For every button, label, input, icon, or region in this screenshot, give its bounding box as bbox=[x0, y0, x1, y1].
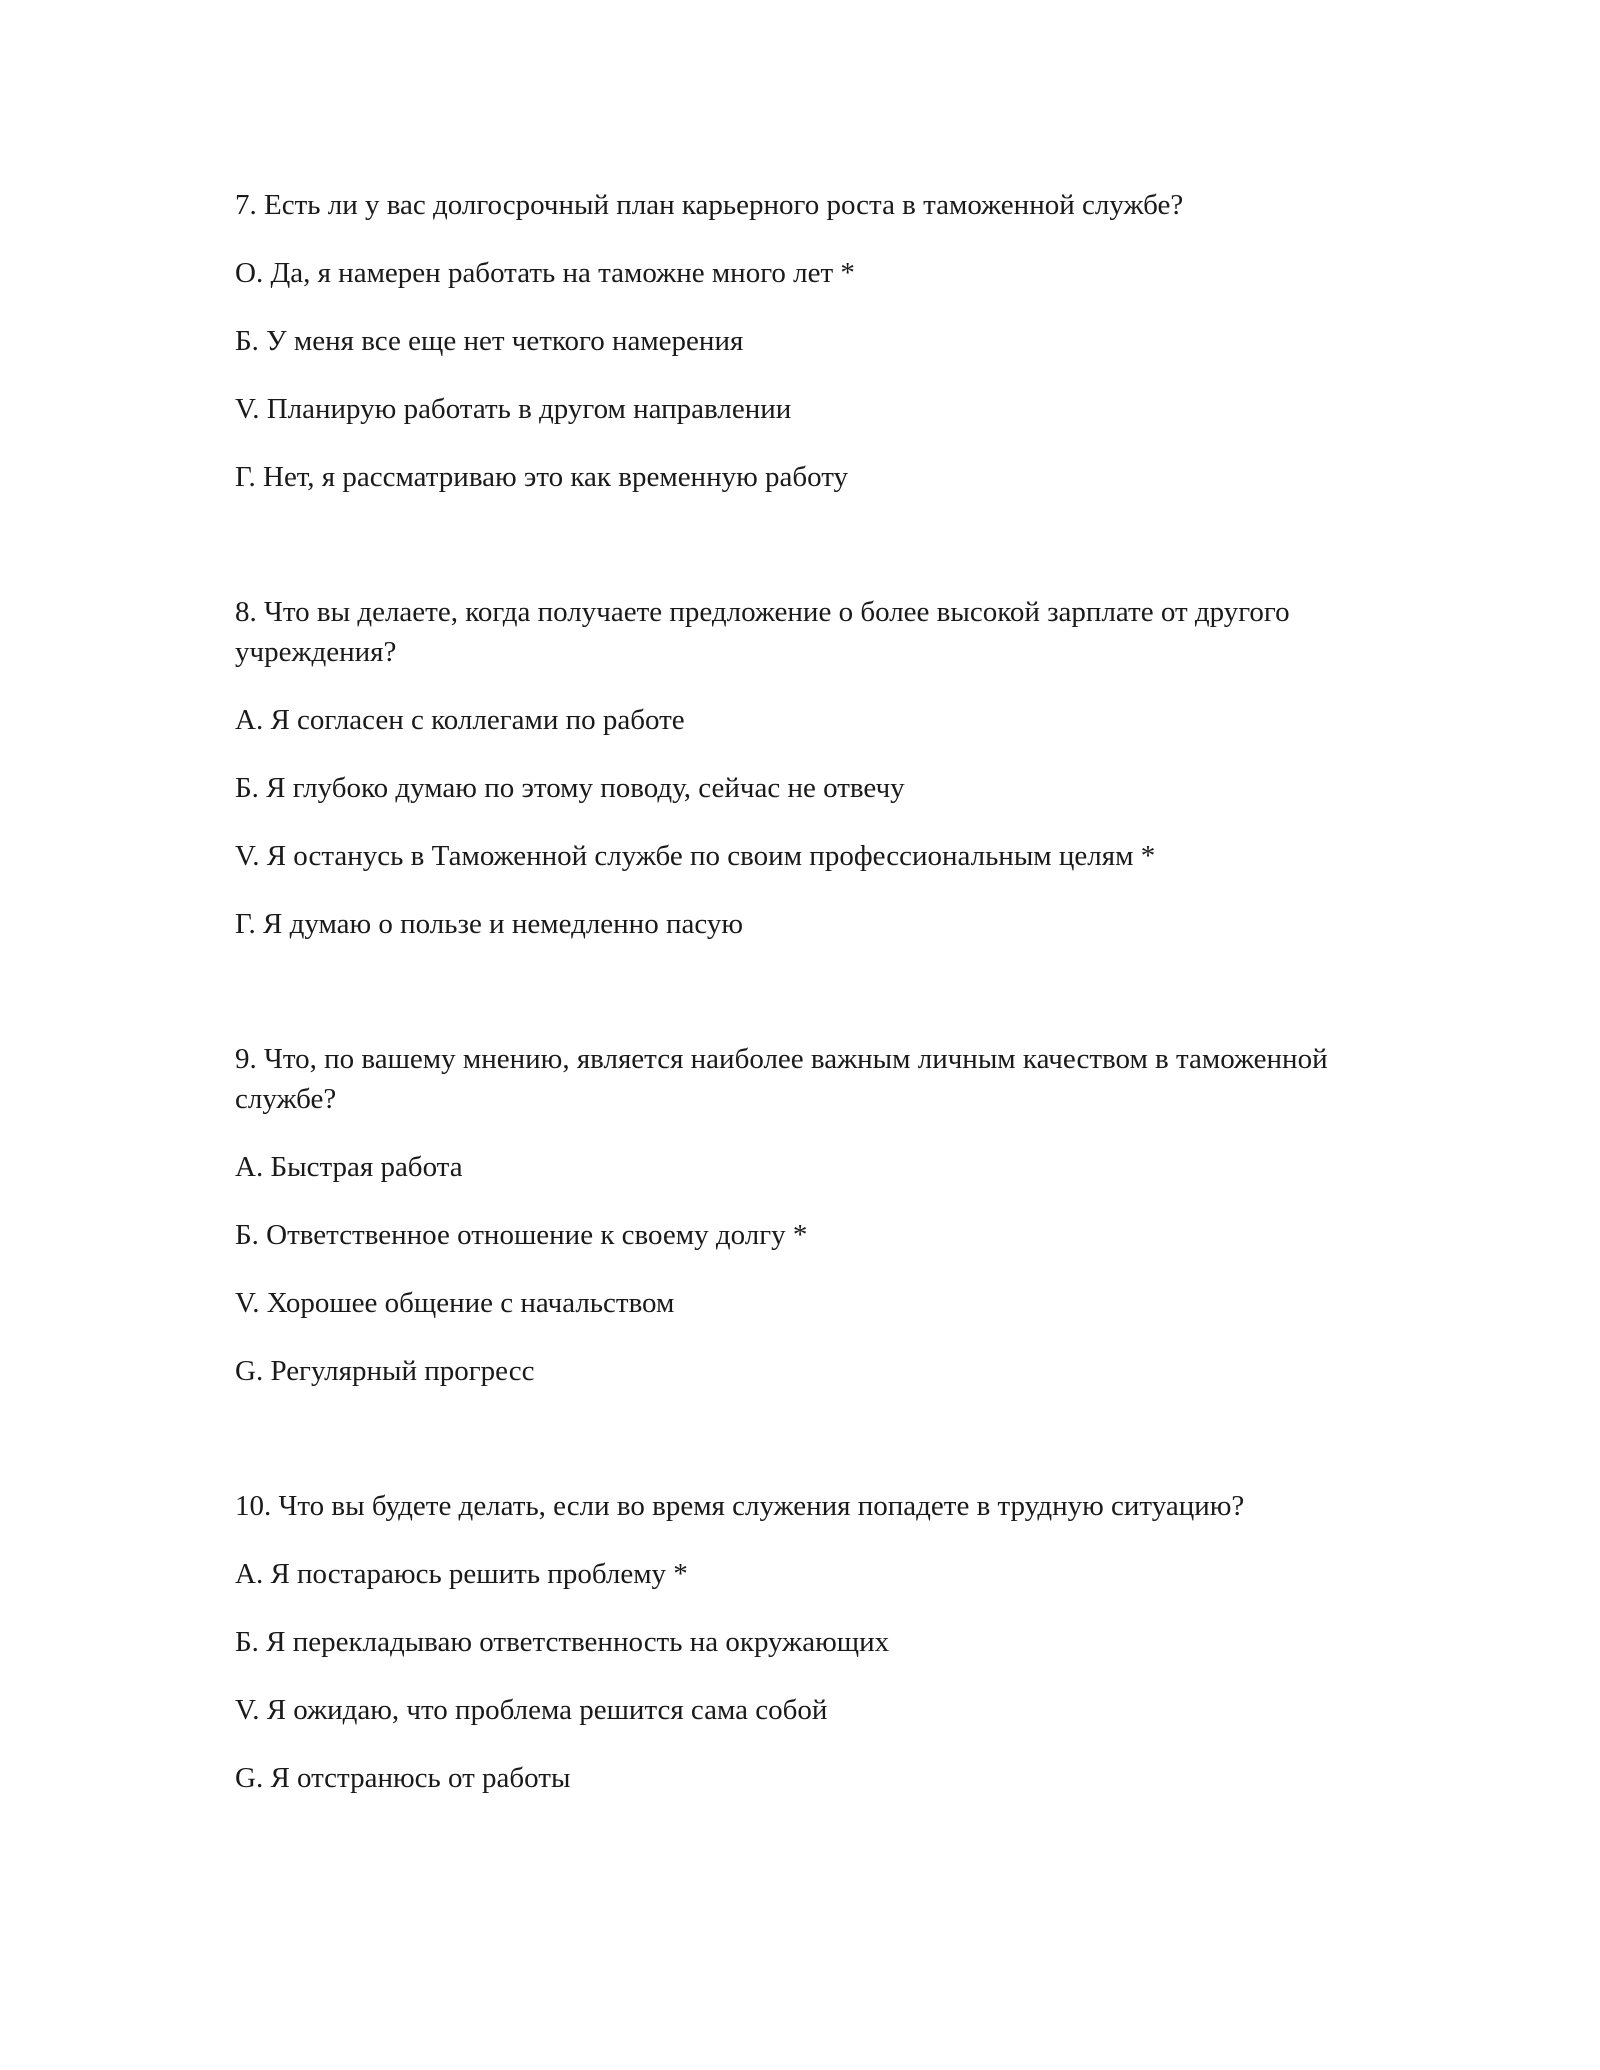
answer-option: G. Регулярный прогресс bbox=[235, 1355, 535, 1387]
answer-option: V. Я останусь в Таможенной службе по своим профессиональным целям * bbox=[235, 840, 1156, 872]
answer-option: V. Хорошее общение с начальством bbox=[235, 1287, 675, 1319]
question-9 bbox=[235, 1039, 1395, 1391]
answer-option: О. Да, я намерен работать на таможне много лет * bbox=[235, 257, 855, 289]
answer-option: А. Я согласен с коллегами по работе bbox=[235, 704, 685, 736]
answer-option: G. Я отстранюсь от работы bbox=[235, 1762, 571, 1794]
question-text: 8. Что вы делаете, когда получаете предложение о более высокой зарплате от другого учреждения? bbox=[235, 596, 1290, 668]
question-text: 9. Что, по вашему мнению, является наиболее важным личным качеством в таможенной службе? bbox=[235, 1043, 1328, 1115]
answer-option: Б. Я глубоко думаю по этому поводу, сейчас не отвечу bbox=[235, 772, 905, 804]
answer-option: Б. У меня все еще нет четкого намерения bbox=[235, 325, 744, 357]
answer-option: Г. Я думаю о пользе и немедленно пасую bbox=[235, 908, 743, 940]
answer-option: Б. Я перекладываю ответственность на окружающих bbox=[235, 1626, 890, 1658]
question-8 bbox=[235, 592, 1395, 944]
answer-option: Б. Ответственное отношение к своему долгу * bbox=[235, 1219, 808, 1251]
answer-option: V. Я ожидаю, что проблема решится сама собой bbox=[235, 1694, 828, 1726]
question-text: 7. Есть ли у вас долгосрочный план карьерного роста в таможенной службе? bbox=[235, 189, 1184, 221]
questionnaire bbox=[235, 185, 1395, 1798]
answer-option: Г. Нет, я рассматриваю это как временную работу bbox=[235, 461, 849, 493]
question-text: 10. Что вы будете делать, если во время служения попадете в трудную ситуацию? bbox=[235, 1490, 1245, 1522]
question-10 bbox=[235, 1486, 1395, 1798]
answer-option: А. Быстрая работа bbox=[235, 1151, 463, 1183]
answer-option: А. Я постараюсь решить проблему * bbox=[235, 1558, 688, 1590]
answer-option: V. Планирую работать в другом направлении bbox=[235, 393, 792, 425]
question-7 bbox=[235, 185, 1395, 497]
